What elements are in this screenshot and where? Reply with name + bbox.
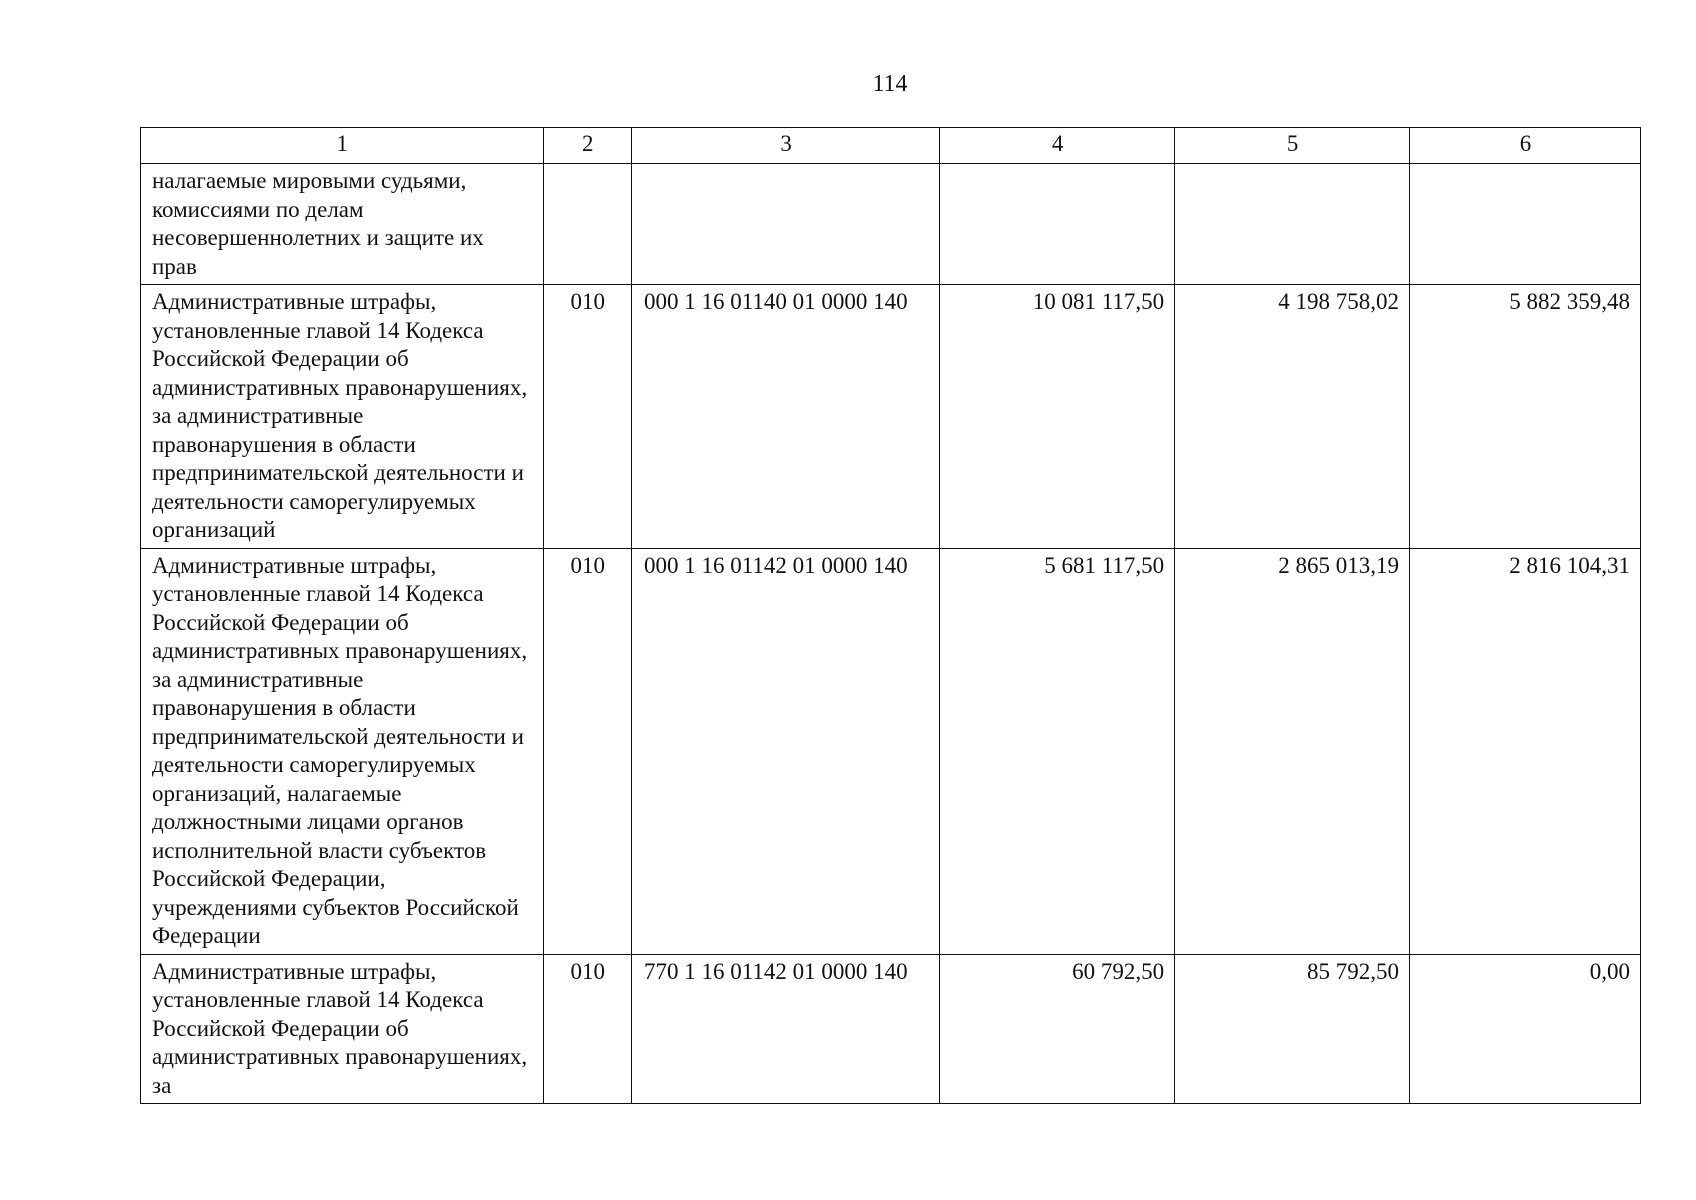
- revenue-table: [140, 127, 1641, 1104]
- page-number: 114: [872, 71, 908, 97]
- table-row: [141, 164, 1641, 285]
- row-value-4: [940, 164, 1175, 285]
- row-code: [543, 164, 631, 285]
- row-name: налагаемые мировыми судьями, комиссиями по делам несовершеннолетних и защите их прав: [141, 164, 544, 285]
- row-name: Административные штрафы, установленные главой 14 Кодекса Российской Федерации об административных правонарушениях, за административные правонарушения в области предпринимательской деятельности и деятельности саморегулируемых организаций: [141, 285, 544, 549]
- row-code: 010: [543, 954, 631, 1104]
- row-value-4: 10 081 117,50: [940, 285, 1175, 549]
- row-value-6: 5 882 359,48: [1410, 285, 1641, 549]
- row-code: 010: [543, 548, 631, 954]
- table-row: [141, 954, 1641, 1104]
- table-row: [141, 548, 1641, 954]
- column-header-3: 3: [631, 128, 939, 164]
- row-value-5: 2 865 013,19: [1175, 548, 1410, 954]
- row-kbk: 000 1 16 01142 01 0000 140: [631, 548, 939, 954]
- column-header-5: 5: [1175, 128, 1410, 164]
- row-value-4: 60 792,50: [940, 954, 1175, 1104]
- row-name: Административные штрафы, установленные главой 14 Кодекса Российской Федерации об административных правонарушениях, за административные правонарушения в области предпринимательской деятельности и деятельности саморегулируемых организаций, налагаемые должностными лицами органов исполнительной власти субъектов Российской Федерации, учреждениями субъектов Российской Федерации: [141, 548, 544, 954]
- row-value-6: 0,00: [1410, 954, 1641, 1104]
- table-row: [141, 285, 1641, 549]
- column-header-4: 4: [940, 128, 1175, 164]
- row-value-6: [1410, 164, 1641, 285]
- column-header-1: 1: [141, 128, 544, 164]
- column-header-2: 2: [543, 128, 631, 164]
- row-value-6: 2 816 104,31: [1410, 548, 1641, 954]
- row-kbk: [631, 164, 939, 285]
- row-value-4: 5 681 117,50: [940, 548, 1175, 954]
- row-code: 010: [543, 285, 631, 549]
- table-header-row: [141, 128, 1641, 164]
- row-value-5: 4 198 758,02: [1175, 285, 1410, 549]
- row-value-5: 85 792,50: [1175, 954, 1410, 1104]
- row-kbk: 770 1 16 01142 01 0000 140: [631, 954, 939, 1104]
- row-name: Административные штрафы, установленные главой 14 Кодекса Российской Федерации об административных правонарушениях, за: [141, 954, 544, 1104]
- row-kbk: 000 1 16 01140 01 0000 140: [631, 285, 939, 549]
- column-header-6: 6: [1410, 128, 1641, 164]
- row-value-5: [1175, 164, 1410, 285]
